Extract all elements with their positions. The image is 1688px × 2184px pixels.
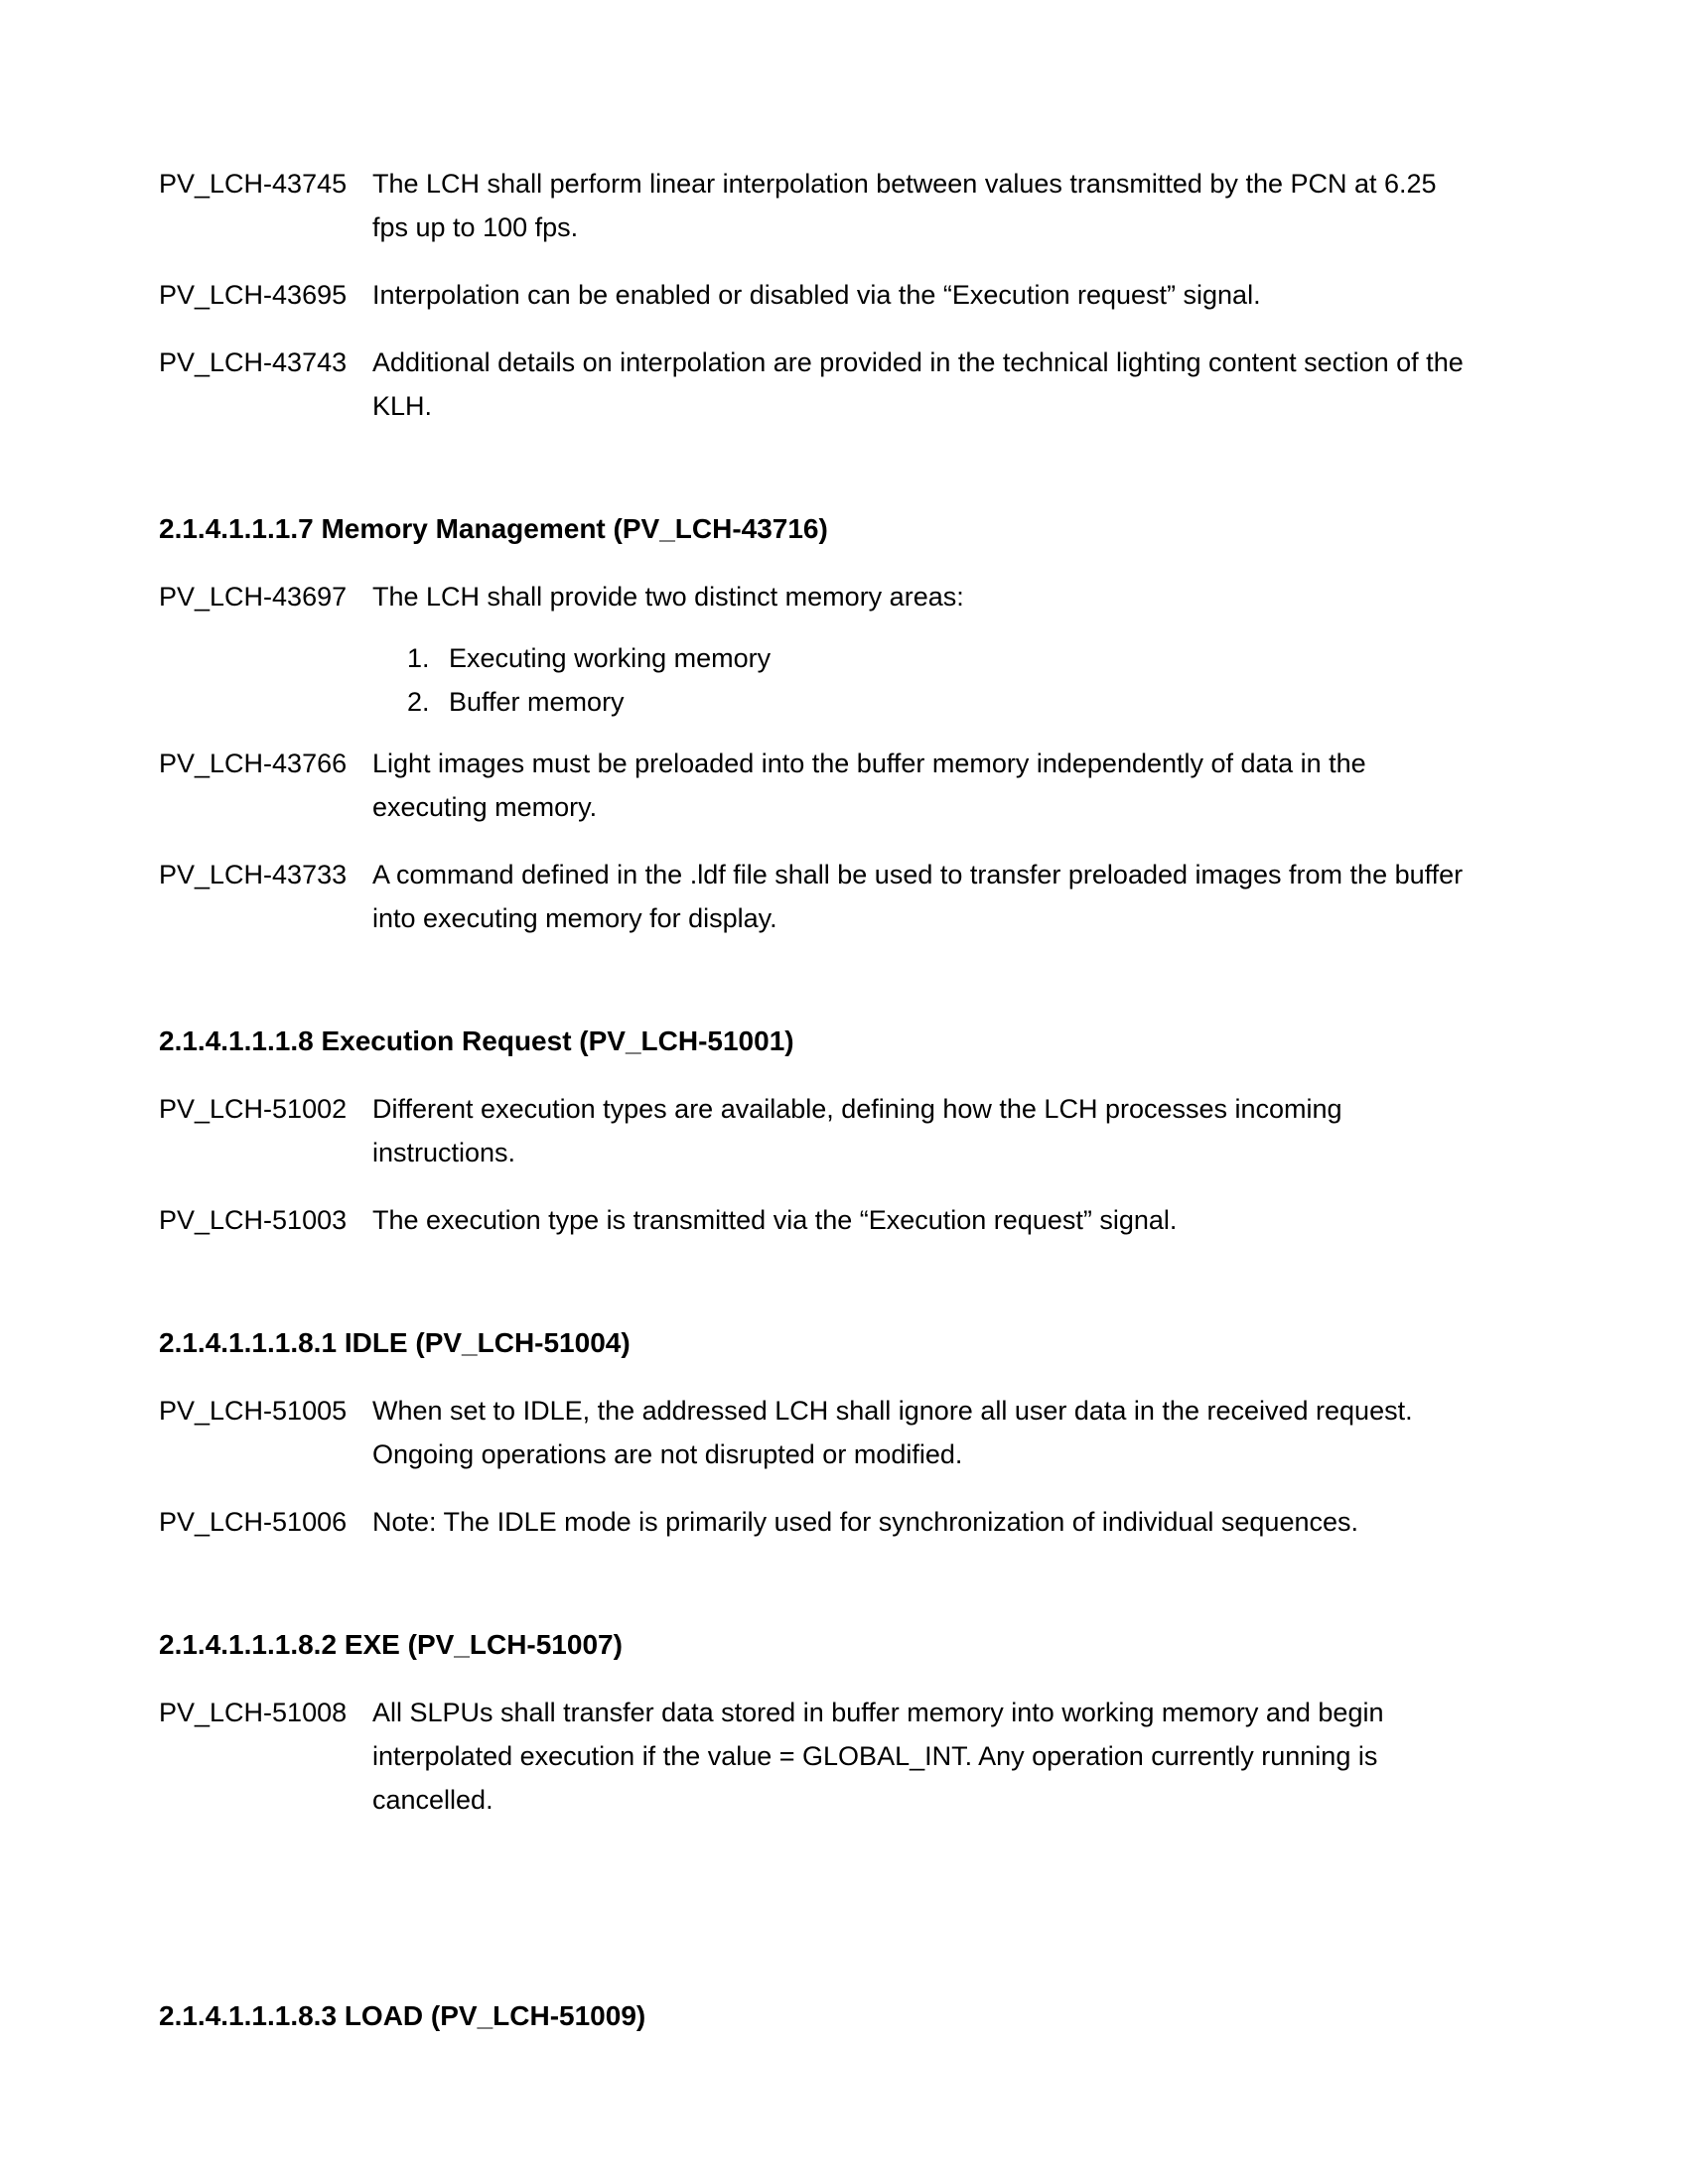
requirement-row [159,742,1475,829]
requirement-row [159,1500,1475,1544]
requirement-text: The LCH shall provide two distinct memory areas: [372,582,964,612]
requirement-text: Different execution types are available, defining how the LCH processes incoming instructions. [372,1094,1342,1167]
requirement-row [159,575,1475,618]
section-heading: 2.1.4.1.1.1.8.2 EXE (PV_LCH-51007) [159,1629,623,1660]
requirement-id: PV_LCH-43745 [159,169,348,199]
requirement-row [159,1691,1475,1822]
requirement-row [159,162,1475,249]
requirement-id: PV_LCH-43697 [159,582,348,612]
requirement-text: The LCH shall perform linear interpolation between values transmitted by the PCN at 6.25 fps up to 100 fps. [372,169,1437,242]
section-heading: 2.1.4.1.1.1.7 Memory Management (PV_LCH-43716) [159,513,828,544]
requirement-id: PV_LCH-43743 [159,347,348,377]
requirement-text: Light images must be preloaded into the buffer memory independently of data in the executing memory. [372,749,1366,822]
requirement-text: Note: The IDLE mode is primarily used for synchronization of individual sequences. [372,1507,1359,1537]
requirement-id: PV_LCH-51005 [159,1396,348,1426]
list-item: 2. Buffer memory [437,680,1475,724]
requirement-row [159,273,1475,317]
requirement-row [159,1389,1475,1476]
requirement-id: PV_LCH-43766 [159,749,348,778]
requirement-text: Additional details on interpolation are provided in the technical lighting content section of the KLH. [372,347,1464,421]
requirement-row [159,1087,1475,1174]
requirement-id: PV_LCH-43733 [159,860,348,889]
requirement-id: PV_LCH-51008 [159,1698,348,1727]
list-item: 1. Executing working memory [437,636,1475,680]
requirement-row [159,853,1475,940]
requirement-id: PV_LCH-51006 [159,1507,348,1537]
requirement-text: When set to IDLE, the addressed LCH shall ignore all user data in the received request. Ongoing operations are not disrupted or modified. [372,1396,1413,1469]
requirement-text: Interpolation can be enabled or disabled via the “Execution request” signal. [372,280,1261,310]
requirement-row [159,341,1475,428]
requirement-text: All SLPUs shall transfer data stored in buffer memory into working memory and begin interpolated execution if the value = GLOBAL_INT. Any operation currently running is cancelled. [372,1698,1384,1815]
requirement-id: PV_LCH-51003 [159,1205,348,1235]
numbered-list [159,636,1475,724]
requirement-text: The execution type is transmitted via the “Execution request” signal. [372,1205,1178,1235]
requirement-text: A command defined in the .ldf file shall be used to transfer preloaded images from the buffer into executing memory for display. [372,860,1464,933]
requirement-id: PV_LCH-51002 [159,1094,348,1124]
section-heading: 2.1.4.1.1.1.8.1 IDLE (PV_LCH-51004) [159,1327,631,1358]
requirement-id: PV_LCH-43695 [159,280,348,310]
requirement-row [159,1198,1475,1242]
document-content [159,162,1475,2062]
section-heading: 2.1.4.1.1.1.8.3 LOAD (PV_LCH-51009) [159,2000,646,2031]
section-heading: 2.1.4.1.1.1.8 Execution Request (PV_LCH-51001) [159,1025,794,1056]
